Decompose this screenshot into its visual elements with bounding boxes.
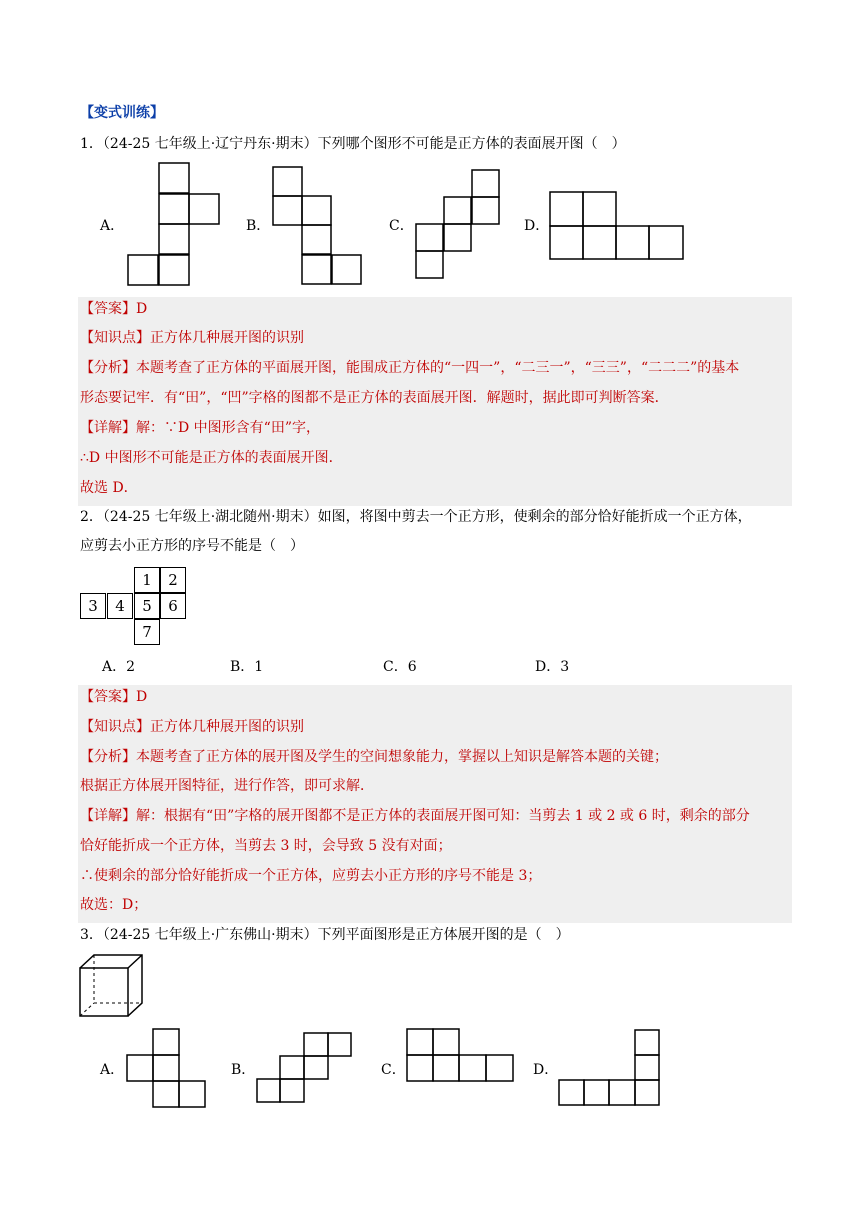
q2-detail-tag: 【详解】 xyxy=(80,808,136,824)
q1-analysis-line-1 xyxy=(80,358,739,378)
q3-option-a-label: A． xyxy=(100,1062,125,1078)
q1-option-c-label: C． xyxy=(389,218,414,234)
question-1-text: 1．（24-25 七年级上·辽宁丹东·期末）下列哪个图形不可能是正方体的表面展开图（ ） xyxy=(80,136,626,152)
q2-option-a: A．2 xyxy=(102,659,136,675)
q1-option-a-figure xyxy=(127,163,223,287)
q3-option-c-figure xyxy=(406,1028,516,1084)
q1-analysis-text-1: 本题考查了正方体的平面展开图，能围成正方体的“一四一”，“二三一”，“三三”，“二二二”的基本 xyxy=(136,360,740,376)
q2-knowledge-tag: 【知识点】 xyxy=(80,719,150,735)
q2-option-b: B．1 xyxy=(230,659,264,675)
q2-option-c: C．6 xyxy=(383,659,417,675)
q1-option-d-figure xyxy=(549,191,687,263)
q3-option-a-figure xyxy=(126,1028,210,1110)
q1-option-b-label: B． xyxy=(246,218,271,234)
q2-detail-text-4: 故选：D； xyxy=(80,897,148,913)
q2-answer: 【答案】D xyxy=(80,689,148,705)
q1-detail-tag: 【详解】 xyxy=(80,420,136,436)
grid-cell-6: 6 xyxy=(160,593,186,619)
q1-knowledge-line xyxy=(80,328,304,348)
question-2-text-1: 2．（24-25 七年级上·湖北随州·期末）如图，将图中剪去一个正方形，使剩余的部分恰好能折成一个正方体， xyxy=(80,509,752,525)
q3-option-d-figure xyxy=(558,1029,662,1107)
q2-knowledge-text: 正方体几种展开图的识别 xyxy=(150,719,304,735)
question-2-text-2: 应剪去小正方形的序号不能是（ ） xyxy=(80,538,304,554)
q3-option-b-label: B． xyxy=(231,1062,256,1078)
q1-analysis-tag: 【分析】 xyxy=(80,360,136,376)
q2-analysis-tag: 【分析】 xyxy=(80,749,136,765)
q2-numbered-grid xyxy=(80,567,190,649)
q2-analysis-text-2: 根据正方体展开图特征，进行作答，即可求解． xyxy=(80,778,374,794)
grid-cell-4: 4 xyxy=(107,593,133,619)
q1-option-c-figure xyxy=(415,169,503,281)
q3-option-d-label: D． xyxy=(533,1062,559,1078)
q2-detail-text-2: 恰好能折成一个正方体，当剪去 3 时，会导致 5 没有对面； xyxy=(80,838,452,854)
grid-cell-2: 2 xyxy=(160,567,186,593)
q1-detail-line-1 xyxy=(80,418,320,438)
q1-knowledge-text: 正方体几种展开图的识别 xyxy=(150,330,304,346)
grid-cell-3: 3 xyxy=(80,593,106,619)
q3-cube-illustration xyxy=(79,954,149,1020)
q2-option-d: D．3 xyxy=(535,659,570,675)
q3-option-b-figure xyxy=(256,1032,354,1104)
grid-cell-7: 7 xyxy=(134,619,160,645)
q1-analysis-text-2: 形态要记牢．有“田”，“凹”字格的图都不是正方体的表面展开图．解题时，据此即可判断答案． xyxy=(80,390,669,406)
q2-analysis-line-1 xyxy=(80,747,668,767)
q2-detail-text-1: 解：根据有“田”字格的展开图都不是正方体的表面展开图可知：当剪去 1 或 2 或 6 时，剩余的部分 xyxy=(136,808,750,824)
grid-cell-5: 5 xyxy=(134,593,160,619)
q1-detail-text-1: 解：∵D 中图形含有“田”字， xyxy=(136,420,320,436)
q2-detail-line-1 xyxy=(80,806,750,826)
q2-knowledge-line xyxy=(80,717,304,737)
section-title: 【变式训练】 xyxy=(80,105,164,121)
q1-detail-text-3: 故选 D． xyxy=(80,480,138,496)
q1-answer: 【答案】D xyxy=(80,301,148,317)
q2-analysis-text-1: 本题考查了正方体的展开图及学生的空间想象能力，掌握以上知识是解答本题的关键； xyxy=(136,749,668,765)
grid-cell-1: 1 xyxy=(134,567,160,593)
q2-detail-text-3: ∴使剩余的部分恰好能折成一个正方体，应剪去小正方形的序号不能是 3； xyxy=(80,868,542,884)
q3-option-c-label: C． xyxy=(381,1062,406,1078)
question-3-text: 3．（24-25 七年级上·广东佛山·期末）下列平面图形是正方体展开图的是（ ） xyxy=(80,927,570,943)
q1-knowledge-tag: 【知识点】 xyxy=(80,330,150,346)
q1-option-d-label: D． xyxy=(524,218,550,234)
q1-option-b-figure xyxy=(272,166,366,288)
q1-option-a-label: A． xyxy=(100,218,125,234)
q1-detail-text-2: ∴D 中图形不可能是正方体的表面展开图． xyxy=(80,450,343,466)
